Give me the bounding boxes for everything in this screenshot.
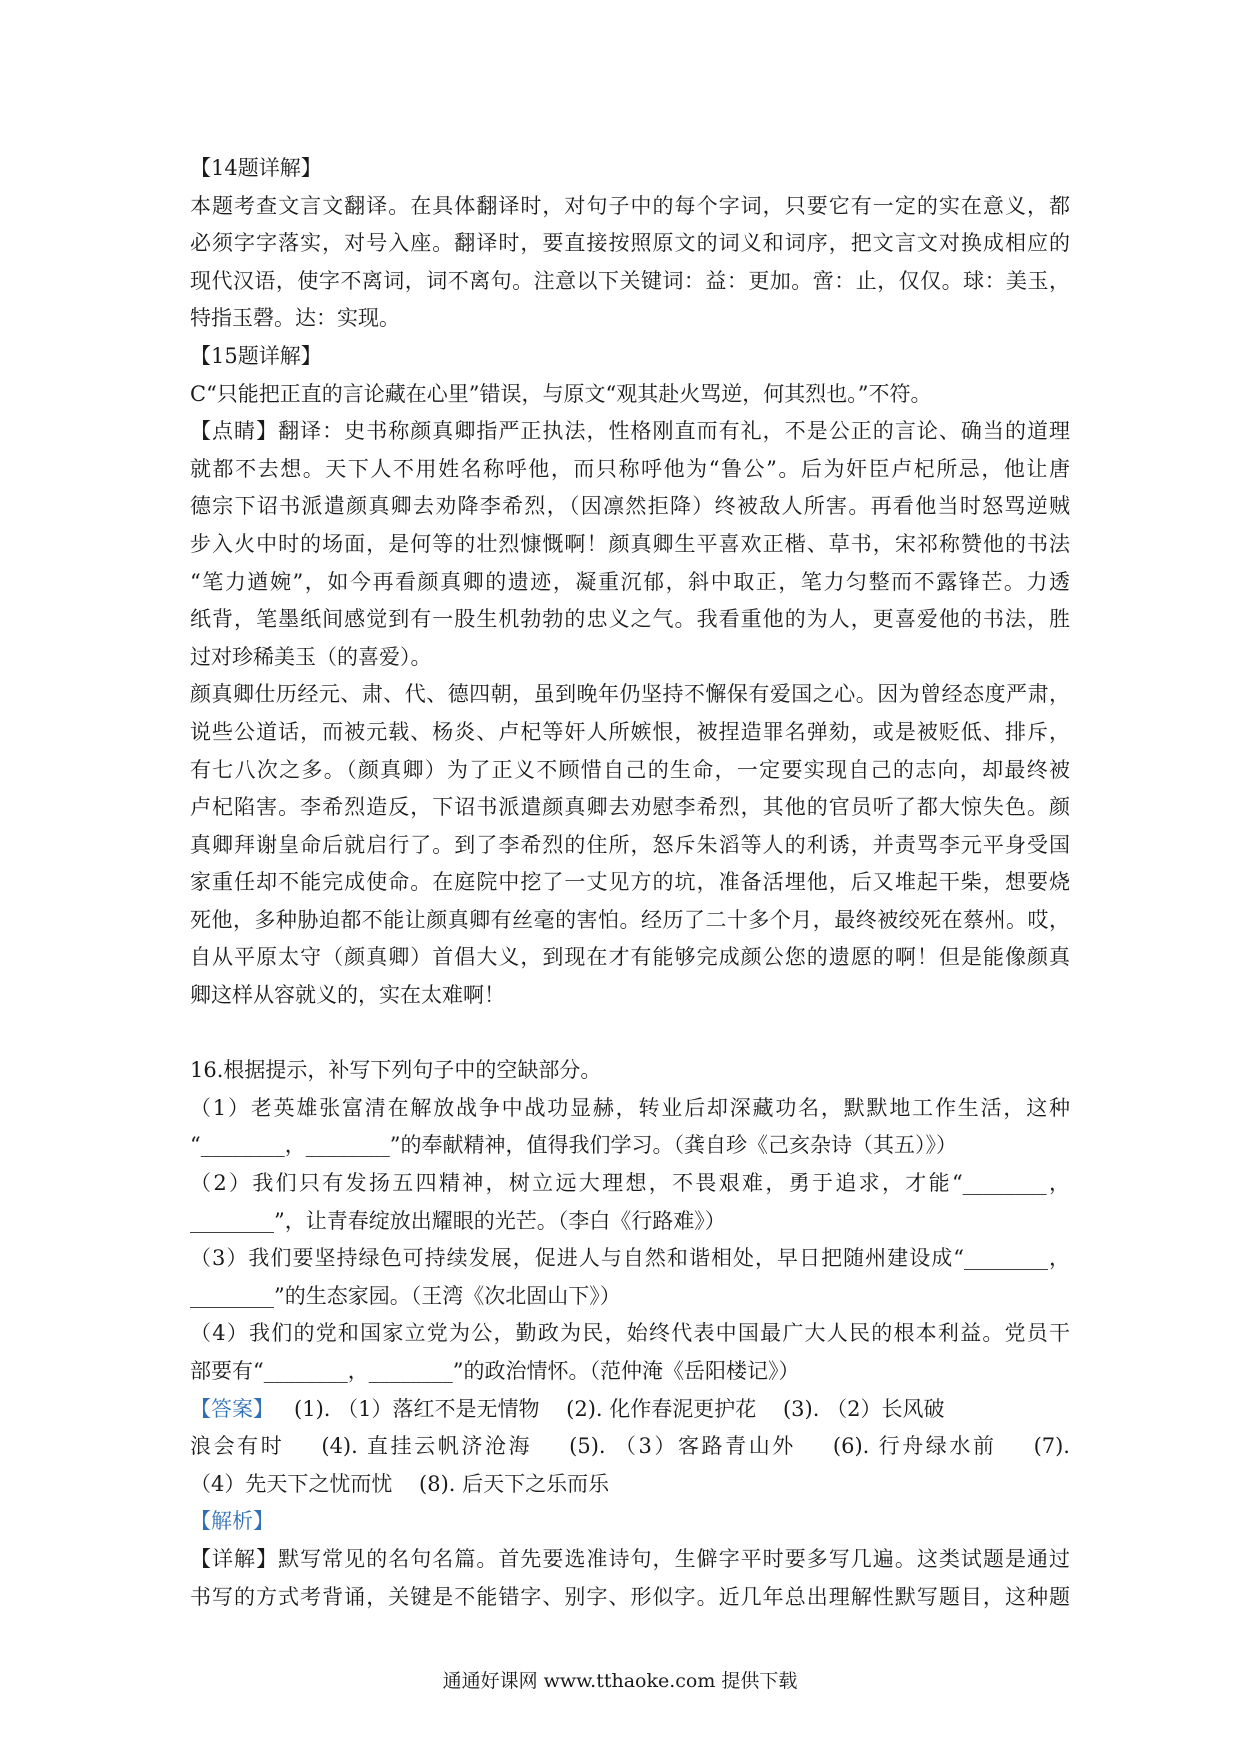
q15-story-line: 自从平原太守（颜真卿）首倡大义，到现在才有能够完成颜公您的遗愿的啊！但是能像颜真	[190, 945, 1070, 970]
q14-heading: 【14题详解】	[190, 156, 322, 180]
q16-line: （1）老英雄张富清在解放战争中战功显赫，转业后却深藏功名，默默地工作生活，这种	[190, 1095, 1070, 1120]
q15-dianjing-line: 纸背，笔墨纸间感觉到有一股生机勃勃的忠义之气。我看重他的为人，更喜爱他的书法，胜	[190, 607, 1070, 632]
q16-detail-first-line	[190, 1541, 1070, 1579]
q16-line: （3）我们要坚持绿色可持续发展，促进人与自然和谐相处，早日把随州建设成“________，	[190, 1246, 1070, 1271]
q15-dianjing-line: 就都不去想。天下人不用姓名称呼他，而只称呼他为“鲁公”。后为奸臣卢杞所忌，他让唐	[190, 456, 1070, 481]
document-page	[190, 150, 1070, 1616]
dianjing-text: 翻译：史书称颜真卿指严正执法，性格刚直而有礼，不是公正的言论、确当的道理	[278, 419, 1070, 444]
q16-answer-line: （4）先天下之忧而忧 (8). 后天下之乐而乐	[190, 1471, 610, 1496]
q16-line: “________，________”的奉献精神，值得我们学习。（龚自珍《己亥杂诗（其五）》）	[190, 1133, 957, 1158]
q14-line: 现代汉语，使字不离词，词不离句。注意以下关键词：益：更加。啻：止，仅仅。球：美玉，	[190, 268, 1070, 293]
q15-dianjing-line: 过对珍稀美玉（的喜爱）。	[190, 644, 432, 669]
q16-line: ________”的生态家园。（王湾《次北固山下》）	[190, 1283, 621, 1308]
q16-line: ________”，让青春绽放出耀眼的光芒。（李白《行路难》）	[190, 1208, 726, 1233]
q15-dianjing-line: 德宗下诏书派遣颜真卿去劝降李希烈，（因凛然拒降）终被敌人所害。再看他当时怒骂逆贼	[190, 494, 1070, 519]
q16-line: （4）我们的党和国家立党为公，勤政为民，始终代表中国最广大人民的根本利益。党员干	[190, 1321, 1070, 1346]
answer-text: (1). （1）落红不是无情物 (2). 化作春泥更护花 (3). （2）长风破	[274, 1396, 945, 1421]
q14-line: 本题考查文言文翻译。在具体翻译时，对句子中的每个字词，只要它有一定的实在意义，都	[190, 193, 1070, 218]
dianjing-label: 【点睛】	[190, 419, 279, 444]
q15-heading: 【15题详解】	[190, 343, 322, 368]
answer-label: 【答案】	[190, 1396, 274, 1421]
q15-story-line: 真卿拜谢皇命后就启行了。到了李希烈的住所，怒斥朱滔等人的利诱，并责骂李元平身受国	[190, 832, 1070, 857]
q15-story-line: 有七八次之多。（颜真卿）为了正义不顾惜自己的生命，一定要实现自己的志向，却最终被	[190, 757, 1070, 782]
q15-dianjing-first-line	[190, 413, 1070, 451]
q14-line: 特指玉磬。达：实现。	[190, 306, 400, 331]
q16-line: 部要有“________，________”的政治情怀。（范仲淹《岳阳楼记》）	[190, 1359, 800, 1383]
page-footer: 通通好课网 www.tthaoke.com 提供下载	[442, 1670, 798, 1692]
q15-answer-line: C“只能把正直的言论藏在心里”错误，与原文“观其赴火骂逆，何其烈也。”不符。	[190, 381, 932, 406]
q16-detail-line: 书写的方式考背诵，关键是不能错字、别字、形似字。近几年总出理解性默写题目，这种题	[190, 1584, 1070, 1609]
q16-line: （2）我们只有发扬五四精神，树立远大理想，不畏艰难，勇于追求，才能“________，	[190, 1171, 1070, 1196]
q16-answer-line: 浪会有时 (4). 直挂云帆济沧海 (5). （3）客路青山外 (6). 行舟绿水前 (7).	[190, 1434, 1070, 1459]
q15-story-line: 卿这样从容就义的，实在太难啊！	[190, 983, 505, 1008]
jiexi-label: 【解析】	[190, 1509, 274, 1534]
q14-line: 必须字字落实，对号入座。翻译时，要直接按照原文的词义和词序，把文言文对换成相应的	[190, 231, 1070, 256]
q15-dianjing-line: 步入火中时的场面，是何等的壮烈慷慨啊！颜真卿生平喜欢正楷、草书，宋祁称赞他的书法	[190, 531, 1070, 556]
detail-label: 【详解】	[190, 1546, 279, 1571]
q16-title: 16.根据提示，补写下列句子中的空缺部分。	[190, 1058, 602, 1083]
section-gap	[190, 1015, 1070, 1053]
q15-story-line: 说些公道话，而被元载、杨炎、卢杞等奸人所嫉恨，被捏造罪名弹劾，或是被贬低、排斥，	[190, 719, 1070, 744]
q16-answer-first-line	[190, 1391, 1070, 1429]
q15-story-line: 颜真卿仕历经元、肃、代、德四朝，虽到晚年仍坚持不懈保有爱国之心。因为曾经态度严肃，	[190, 682, 1070, 707]
q15-story-line: 家重任却不能完成使命。在庭院中挖了一丈见方的坑，准备活埋他，后又堆起干柴，想要烧	[190, 870, 1070, 895]
q15-story-line: 死他，多种胁迫都不能让颜真卿有丝毫的害怕。经历了二十多个月，最终被绞死在蔡州。哎，	[190, 907, 1070, 932]
q15-dianjing-line: “笔力遒婉”，如今再看颜真卿的遗迹，凝重沉郁，斜中取正，笔力匀整而不露锋芒。力透	[190, 569, 1070, 594]
q15-story-line: 卢杞陷害。李希烈造反，下诏书派遣颜真卿去劝慰李希烈，其他的官员听了都大惊失色。颜	[190, 795, 1070, 820]
detail-text: 默写常见的名句名篇。首先要选准诗句，生僻字平时要多写几遍。这类试题是通过	[278, 1546, 1070, 1571]
